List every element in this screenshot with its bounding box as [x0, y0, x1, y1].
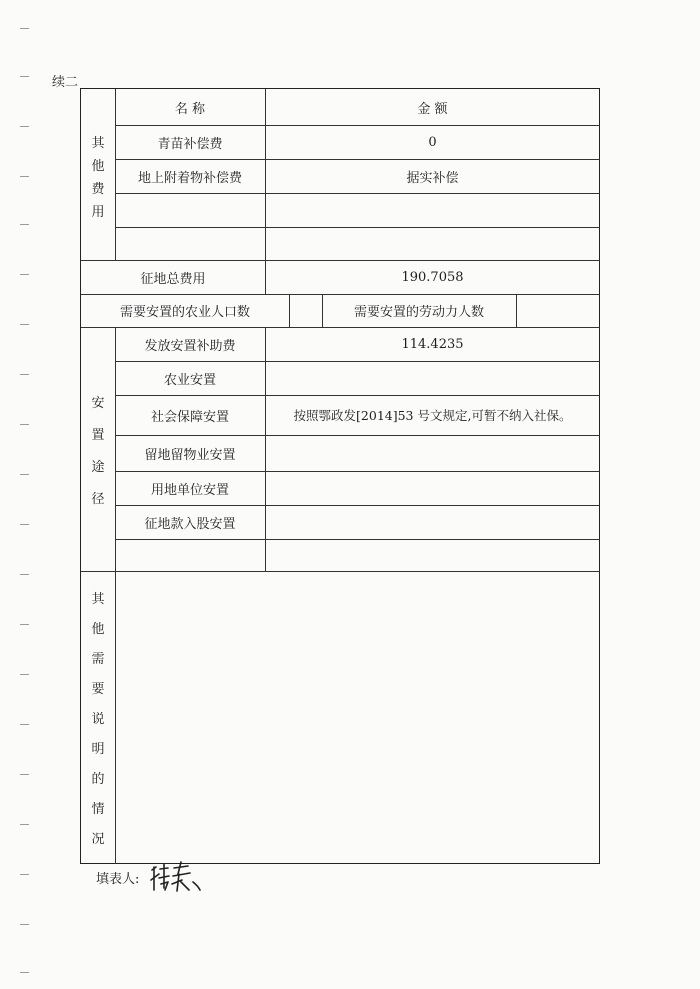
labor-force-label: 需要安置的劳动力人数: [353, 305, 484, 320]
blank-fee-row-2-name: [115, 227, 265, 260]
form-filler-label: 填表人:: [96, 872, 140, 887]
reserved-land-resettlement-label: 留地留物业安置: [144, 447, 236, 463]
attachment-compensation-amount: 据实补偿: [406, 170, 459, 186]
social-security-note: 按照鄂政发[2014]53 号文规定,可暂不纳入社保。: [293, 408, 572, 423]
farm-population-label: 需要安置的农业人口数: [119, 305, 250, 320]
farm-population-value: [289, 294, 322, 327]
blank-resettlement-row-name: [115, 539, 265, 571]
resettlement-subsidy-amount: 114.4235: [401, 336, 464, 352]
blank-fee-row-2-amount: [265, 227, 600, 260]
reserved-land-resettlement-amount: [265, 435, 600, 471]
name-column-header: 名 称: [174, 101, 206, 117]
agricultural-resettlement-amount: [265, 361, 600, 395]
blank-fee-row-1-amount: [265, 193, 600, 227]
equity-resettlement-label: 征地款入股安置: [144, 516, 236, 532]
other-notes-group-label: 其 他 需 要 说 明 的 情 况: [91, 592, 105, 847]
equity-resettlement-amount: [265, 505, 600, 539]
seedling-compensation-label: 青苗补偿费: [157, 136, 223, 152]
compensation-form-table: [80, 88, 600, 864]
page-label: 续二: [52, 75, 79, 90]
other-fees-group-label: 其 他 费 用: [91, 136, 105, 220]
resettlement-subsidy-label: 发放安置补助费: [144, 338, 236, 354]
land-user-resettlement-label: 用地单位安置: [150, 482, 229, 498]
agricultural-resettlement-label: 农业安置: [163, 372, 216, 388]
land-user-resettlement-amount: [265, 471, 600, 505]
resettlement-group-label: 安 置 途 径: [91, 395, 105, 507]
total-cost-amount: 190.7058: [401, 269, 464, 285]
total-cost-label: 征地总费用: [140, 271, 206, 287]
handwritten-signature: [148, 860, 218, 896]
social-security-label: 社会保障安置: [150, 409, 229, 425]
blank-fee-row-1-name: [115, 193, 265, 227]
labor-force-value: [516, 294, 600, 327]
attachment-compensation-label: 地上附着物补偿费: [137, 170, 242, 186]
other-notes-content: [115, 571, 600, 864]
seedling-compensation-amount: 0: [428, 134, 437, 150]
blank-resettlement-row-amount: [265, 539, 600, 571]
amount-column-header: 金 额: [417, 101, 448, 117]
